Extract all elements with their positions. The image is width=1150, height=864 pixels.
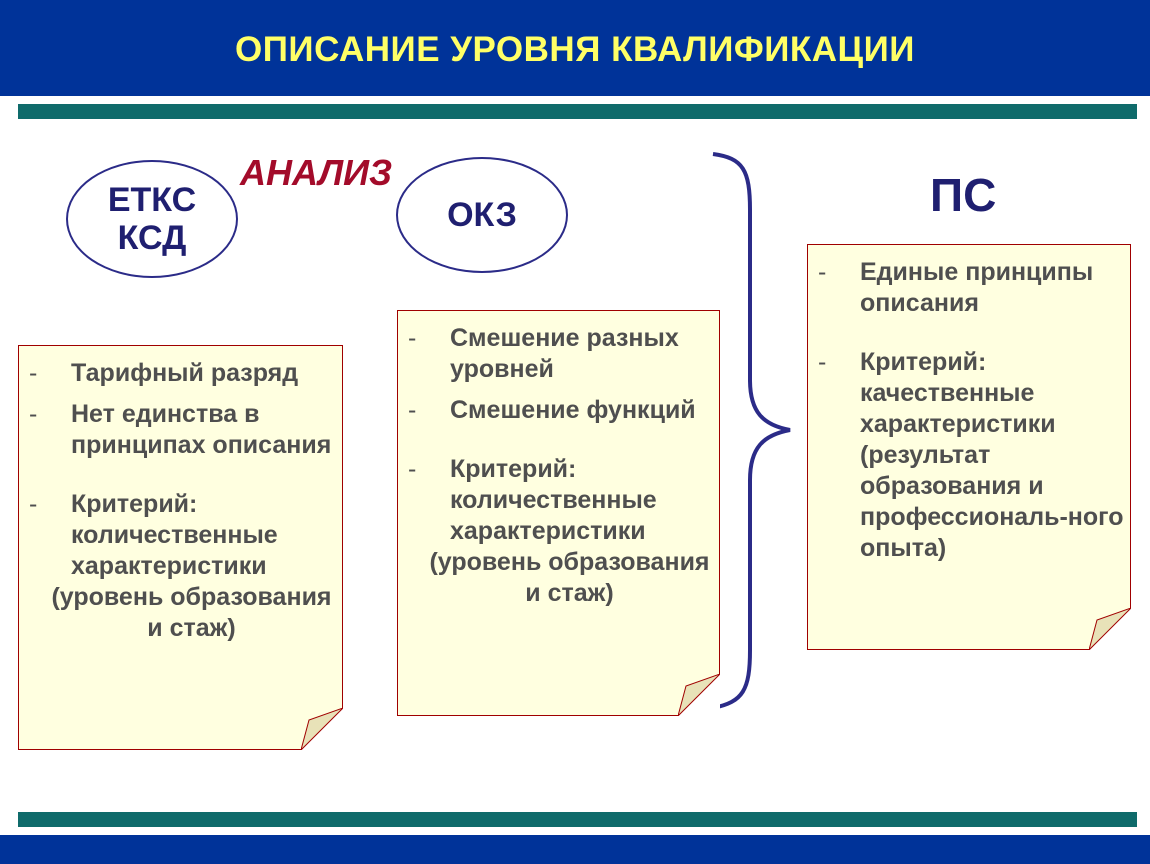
- etks-ksd-ellipse: [66, 160, 238, 278]
- top-divider: [18, 104, 1137, 119]
- list-item: [398, 395, 719, 426]
- list-item: [19, 489, 342, 644]
- note-text: Критерий: количественные характеристики: [71, 490, 278, 580]
- dash-bullet: -: [408, 455, 417, 483]
- footer-band: [0, 835, 1150, 864]
- page-title: ОПИСАНИЕ УРОВНЯ КВАЛИФИКАЦИИ: [235, 30, 915, 69]
- list-item: [19, 358, 342, 389]
- etks-label: ЕТКС: [107, 181, 197, 219]
- dash-bullet: -: [29, 490, 38, 518]
- okz-ellipse: [396, 157, 568, 273]
- ps-label: ПС: [930, 169, 997, 221]
- bottom-divider: [18, 812, 1137, 827]
- dash-bullet: -: [29, 359, 38, 387]
- dash-bullet: -: [408, 324, 417, 352]
- analysis-label: АНАЛИЗ: [240, 152, 393, 193]
- list-item: [398, 323, 719, 385]
- ps-note: [807, 244, 1131, 650]
- list-item: [19, 399, 342, 461]
- note-text-tail: (уровень образования и стаж): [51, 583, 332, 642]
- list-item: [808, 257, 1130, 319]
- ksd-label: КСД: [117, 219, 187, 257]
- dash-bullet: -: [818, 348, 827, 376]
- note-text: Смешение функций: [450, 396, 696, 424]
- list-item: [398, 454, 719, 609]
- page-curl-icon: [678, 674, 720, 716]
- list-item: [808, 347, 1130, 564]
- dash-bullet: -: [29, 400, 38, 428]
- note-text: Единые принципы описания: [860, 258, 1094, 317]
- page-curl-icon: [301, 708, 343, 750]
- note-text: Смешение разных уровней: [450, 324, 679, 383]
- etks-note: [18, 345, 343, 750]
- okz-note: [397, 310, 720, 716]
- okz-label: ОКЗ: [447, 196, 517, 234]
- dash-bullet: -: [408, 396, 417, 424]
- note-text: Тарифный разряд: [71, 359, 299, 387]
- page-curl-icon: [1089, 608, 1131, 650]
- dash-bullet: -: [818, 258, 827, 286]
- note-text: Критерий: качественные характеристики (результат образования и профессиональ-ного опыта): [860, 348, 1124, 562]
- note-text: Критерий: количественные характеристики: [450, 455, 657, 545]
- note-text: Нет единства в принципах описания: [71, 400, 332, 459]
- note-text-tail: (уровень образования и стаж): [429, 548, 710, 607]
